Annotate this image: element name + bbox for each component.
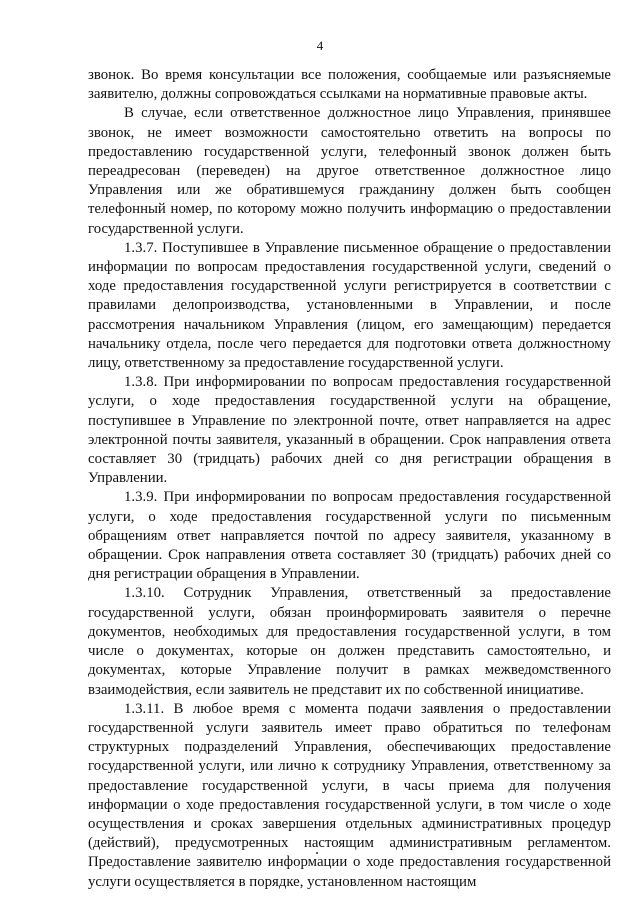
paragraph-1-3-7: 1.3.7. Поступившее в Управление письменное обращение о предоставлении информации по вопросам предоставления государственной услуги, сведений о ходе предоставления государственной услуги регистрируется в соответствии с правилами делопроизводства, установленными в Управлении, и после рассмотрения начальником Управления (лицом, его замещающим) передается начальнику отдела, после чего передается для подготовки ответа должностному лицу, ответственному за предоставление государственной услуги. bbox=[88, 239, 611, 372]
scan-dot-mark bbox=[316, 852, 318, 854]
paragraph-1-3-11: 1.3.11. В любое время с момента подачи заявления о предоставлении государственной услуги заявитель имеет право обратиться по телефонам структурных подразделений Управления, обеспечивающих предоставление государственной услуги, или лично к сотруднику Управления, ответственному за предоставление государственной услуги, в часы приема для получения информации о ходе предоставления государственной услуги, в том числе о ходе осуществления и сроках завершения отдельных административных процедур (действий), предусмотренных настоящим административным регламентом. Предоставление заявителю информации о ходе предоставления государственной услуги осуществляется в порядке, установленном настоящим bbox=[88, 700, 611, 890]
paragraph-1-3-9: 1.3.9. При информировании по вопросам предоставления государственной услуги, о ходе предоставления государственной услуги по письменным обращениям ответ направляется почтой по адресу заявителя, указанному в обращении. Срок направления ответа составляет 30 (тридцать) рабочих дней со дня регистрации обращения в Управлении. bbox=[88, 489, 611, 583]
document-body bbox=[88, 66, 611, 892]
paragraph-call-redirect: В случае, если ответственное должностное лицо Управления, принявшее звонок, не имеет возможности самостоятельно ответить на вопросы по предоставлению государственной услуги, телефонный звонок должен быть переадресован (переведен) на другое ответственное должностное лицо Управления или же обратившемуся гражданину должен быть сообщен телефонный номер, по которому можно получить информацию о предоставлении государственной услуги. bbox=[88, 105, 611, 237]
paragraph-continuation: звонок. Во время консультации все положения, сообщаемые или разъясняемые заявителю, должны сопровождаться ссылками на нормативные правовые акты. bbox=[88, 67, 611, 103]
paragraph-1-3-10: 1.3.10. Сотрудник Управления, ответственный за предоставление государственной услуги, обязан проинформировать заявителя о перечне документов, необходимых для предоставления государственной услуги, в том числе о документах, которые он должен представить самостоятельно, и документах, которые Управление получит в рамках межведомственного взаимодействия, если заявитель не представит их по собственной инициативе. bbox=[88, 585, 611, 698]
paragraph-1-3-8: 1.3.8. При информировании по вопросам предоставления государственной услуги, о ходе предоставления государственной услуги на обращение, поступившее в Управление по электронной почте, ответ направляется на адрес электронной почты заявителя, указанный в обращении. Срок направления ответа составляет 30 (тридцать) рабочих дней со дня регистрации обращения в Управлении. bbox=[88, 374, 611, 487]
page-number: 4 bbox=[316, 38, 324, 53]
